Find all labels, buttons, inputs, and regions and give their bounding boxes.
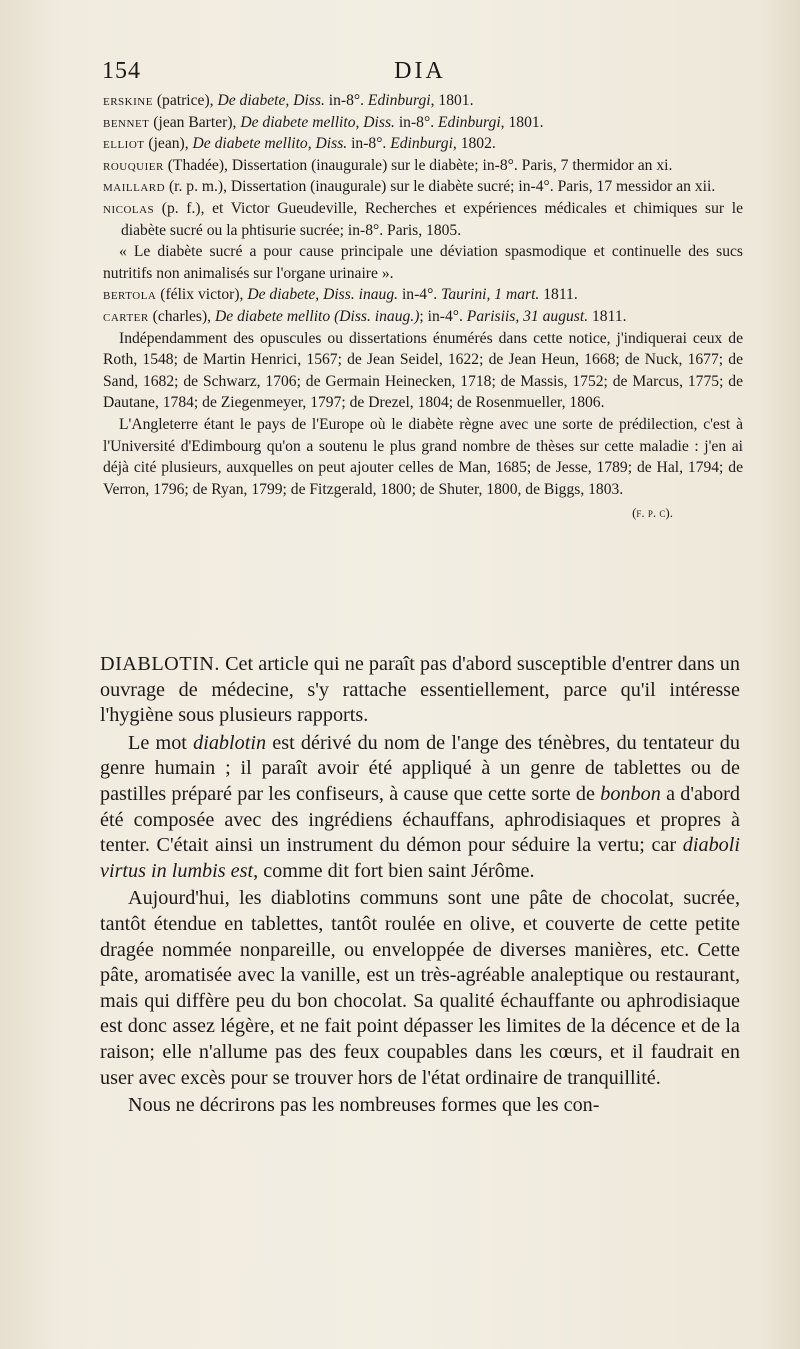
bibliography-entry xyxy=(103,176,743,198)
bibliography-entry xyxy=(103,284,743,306)
entry-text: in-4°. xyxy=(398,286,442,304)
entry-title: De diabete mellito, Diss. xyxy=(192,135,348,153)
entry-text: (r. p. m.), xyxy=(165,178,231,196)
article-text: Cet article qui ne paraît pas d'abord susceptible d'entrer dans un ouvrage de médecine, s'y rattache essentiellement, parce qu'il intéresse l'hygiène sous plusieurs rapports. xyxy=(100,653,740,727)
entry-title: De diabete, Diss. inaug. xyxy=(247,286,399,304)
article-text: est dérivé du nom de l'ange des ténèbres, du tentateur du genre humain ; il paraît avoir été appliqué à un genre de tablettes ou de pastilles préparé par les confiseurs, à cause que cette sorte de xyxy=(100,731,740,805)
entry-place: Edinburgi xyxy=(367,92,431,109)
author-signature: (f. p. c). xyxy=(632,505,673,521)
entry-author: carter xyxy=(103,307,149,325)
entry-text: et Victor Gueudeville, Recherches et expériences médicales et chimiques sur le diabète sucré ou la phtisurie sucrée; in-8°. Paris, 1805. xyxy=(121,199,743,239)
running-head: DIA xyxy=(394,58,446,84)
entry-text: (charles), xyxy=(148,307,215,325)
entry-title: De diabete mellito (Diss. inaug.) xyxy=(214,307,420,325)
entry-text: 1811. xyxy=(539,286,578,304)
entry-text: (patrice), xyxy=(152,92,218,109)
bibliography-paragraph: L'Angleterre étant le pays de l'Europe où le diabète règne avec une sorte de prédilection, c'est à l'Université d'Edimbourg qu'on a soutenu le plus grand nombre de thèses sur cette maladie : j'en ai déjà cité plusieurs, auxquelles on peut ajouter celles de Man, 1685; de Jesse, 1789; de Hal, 1794; de Verron, 1796; de Ryan, 1799; de Fitzgerald, 1800; de Shuter, 1800, de Biggs, 1803. xyxy=(103,415,743,498)
entry-place: Parisiis, 31 august. xyxy=(466,307,589,325)
bibliography-section xyxy=(103,90,743,524)
entry-place: Taurini, 1 mart. xyxy=(441,286,540,304)
entry-text: in-8°. xyxy=(324,92,368,109)
bibliography-paragraph: Indépendamment des opuscules ou dissertations énumérés dans cette notice, j'indiquerai ceux de Roth, 1548; de Martin Henrici, 1567; de Jean Seidel, 1622; de Jean Heun, 1668; de Nuck, 1677; de Sand, 1682; de Schwarz, 1706; de Germain Heinecken, 1718; de Massis, 1752; de Marcus, 1775; de Dautane, 1784; de Ziegenmeyer, 1797; de Drezel, 1804; de Rosenmueller, 1806. xyxy=(103,329,743,412)
article-body xyxy=(100,652,740,1121)
entry-text: , 1801. xyxy=(430,92,474,109)
entry-text: Dissertation (inaugurale) sur le diabète sucré; in-4°. Paris, 17 messidor an xii. xyxy=(230,178,716,196)
entry-text: (félix victor), xyxy=(156,286,248,304)
entry-author: elliot xyxy=(103,135,145,153)
entry-text: Dissertation (inaugurale) sur le diabète; in-8°. Paris, 7 thermidor an xi. xyxy=(231,156,673,174)
entry-text: in-8°. xyxy=(347,135,391,153)
article-headword: DIABLOTIN. xyxy=(100,653,220,675)
bibliography-entry xyxy=(103,112,743,134)
entry-text: (p. f.), xyxy=(154,199,213,217)
article-paragraph: Nous ne décrirons pas les nombreuses formes que les con- xyxy=(128,1094,600,1117)
latin-quote: diaboli virtus in lumbis est xyxy=(100,834,740,882)
page-number: 154 xyxy=(102,58,141,84)
entry-text: 1811. xyxy=(588,307,627,325)
article-text: , comme dit fort bien saint Jérôme. xyxy=(253,859,535,882)
bibliography-entry xyxy=(103,306,743,328)
entry-place: Edinburgi xyxy=(390,135,453,153)
entry-text: , 1802. xyxy=(452,135,496,153)
bibliography-entry xyxy=(103,133,743,155)
italic-term: bonbon xyxy=(600,782,661,805)
italic-term: diablotin xyxy=(193,731,267,754)
bibliography-entry xyxy=(103,198,743,241)
entry-text: (jean Barter), xyxy=(149,113,241,131)
entry-title: De diabete, Diss. xyxy=(217,92,325,109)
entry-author: rouquier xyxy=(103,156,164,174)
entry-text: (jean), xyxy=(144,135,193,153)
bibliography-list-continued xyxy=(103,284,743,327)
bibliography-quote: « Le diabète sucré a pour cause principale une déviation spasmodique et continuelle des sucs nutritifs non animalisés sur l'organe urinaire ». xyxy=(103,243,743,282)
entry-author: bertola xyxy=(103,286,157,304)
article-paragraph xyxy=(100,731,740,885)
article-text: a d'abord été composée avec des ingrédiens échauffans, aphrodisiaques et propres à tenter. C'était ainsi un instrument du démon pour séduire la vertu; car xyxy=(100,782,740,857)
page-header xyxy=(100,58,740,88)
entry-text: in-8°. xyxy=(394,113,438,131)
article-paragraph xyxy=(100,652,740,729)
entry-author: maillard xyxy=(103,178,166,196)
entry-author: erskine xyxy=(103,92,153,109)
bibliography-entry xyxy=(103,90,743,112)
entry-title: De diabete mellito, Diss. xyxy=(240,113,395,131)
bibliography-list xyxy=(103,90,743,241)
entry-text: (Thadée), xyxy=(163,156,232,174)
bibliography-entry xyxy=(103,155,743,177)
entry-author: nicolas xyxy=(103,199,155,217)
entry-place: Edinburgi xyxy=(438,113,501,131)
entry-text: , 1801. xyxy=(500,113,544,131)
entry-text: ; in-4°. xyxy=(419,307,467,325)
article-paragraph: Aujourd'hui, les diablotins communs sont une pâte de chocolat, sucrée, tantôt étendue en tablettes, tantôt roulée en olive, et couverte de cette petite dragée nommée nonpareille, ou enveloppée de diverses manières, etc. Cette pâte, aromatisée avec la vanille, est un très-agréable analeptique ou restaurant, mais qui diffère peu du bon chocolat. Sa qualité échauffante ou aphrodisiaque est donc assez légère, et ne fait point dépasser les limites de la décence et de la raison; elle n'allume pas des feux coupables dans les cœurs, et il faudrait en user avec excès pour se trouver hors de l'état ordinaire de tranquillité. xyxy=(100,887,740,1089)
entry-author: bennet xyxy=(103,113,150,131)
article-text: Le mot xyxy=(128,731,194,754)
